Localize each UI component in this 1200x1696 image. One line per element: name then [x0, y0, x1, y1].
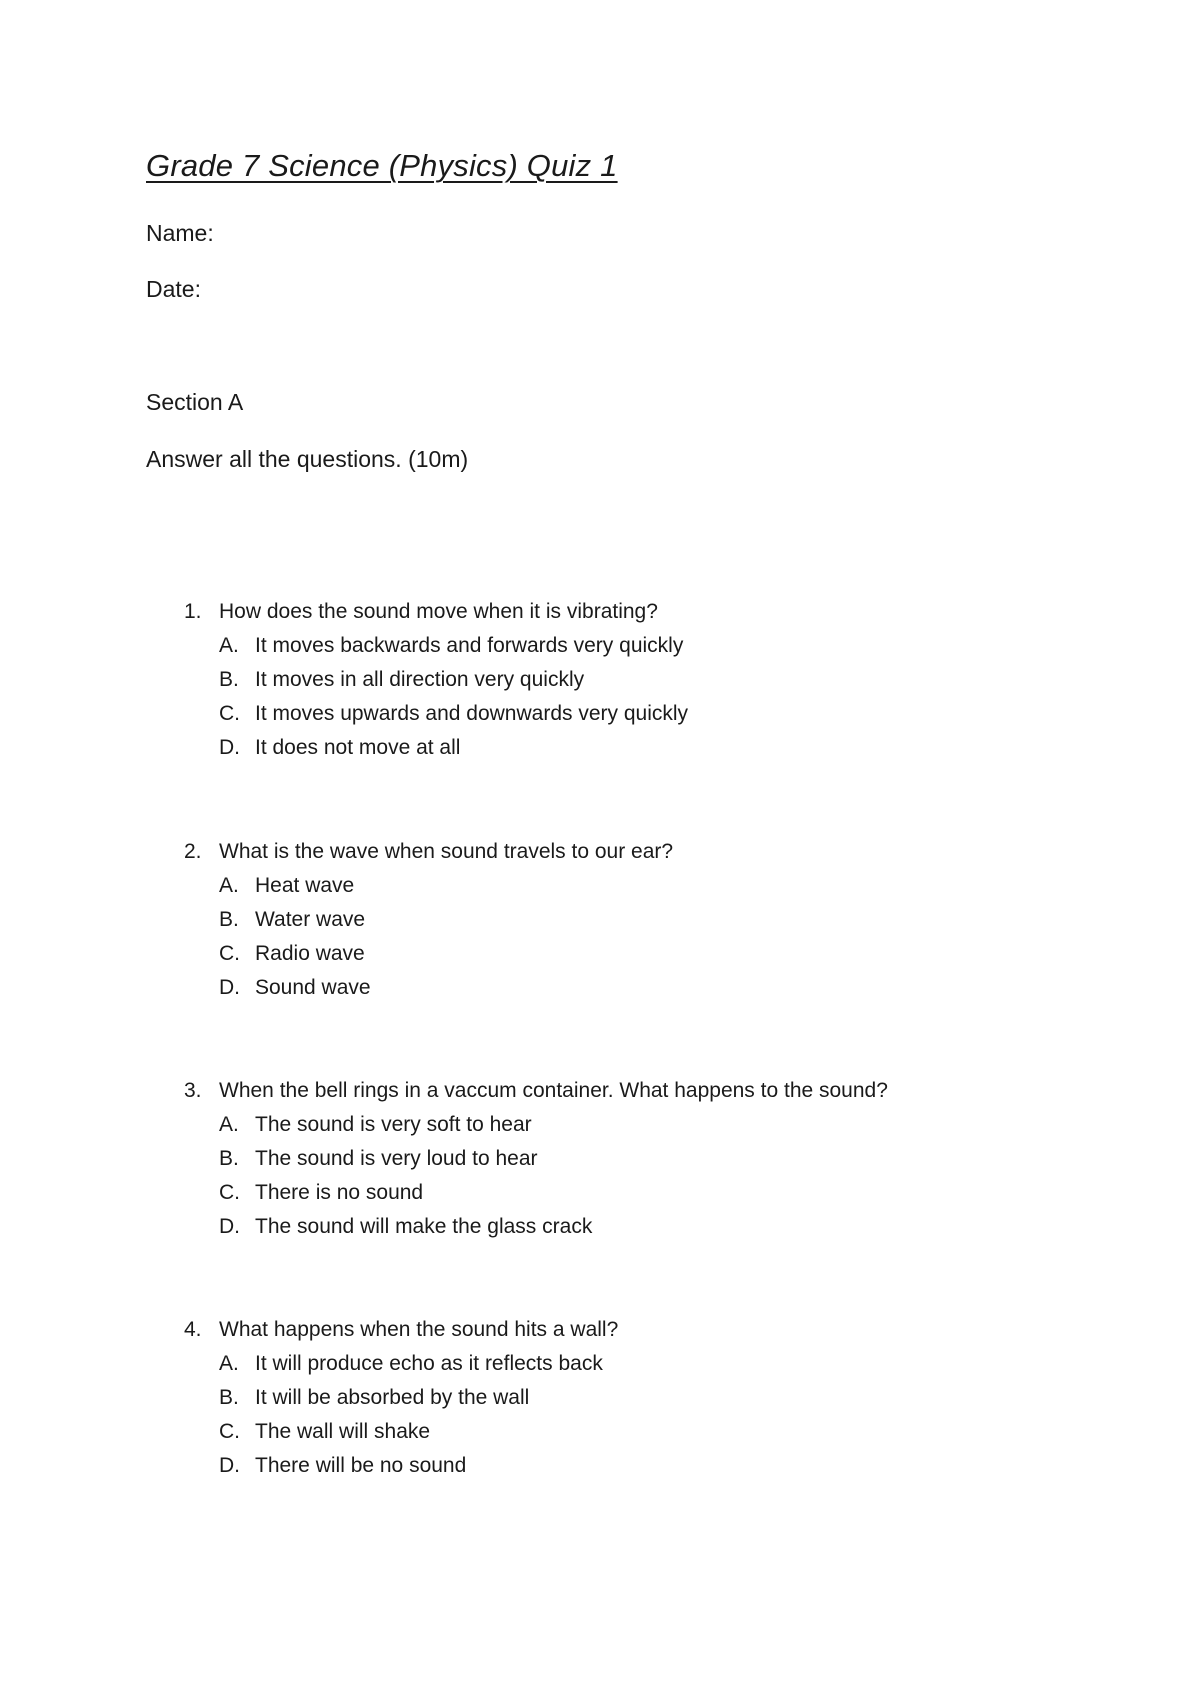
option-letter: A. — [219, 634, 239, 657]
option-text: Sound wave — [255, 976, 371, 999]
question-text: How does the sound move when it is vibrating? — [219, 600, 658, 623]
question-number: 3. — [184, 1079, 202, 1102]
section-heading: Section A — [146, 389, 244, 415]
question-number: 4. — [184, 1318, 202, 1341]
option-text: It moves upwards and downwards very quickly — [255, 702, 689, 725]
option-text: The sound is very soft to hear — [255, 1113, 532, 1136]
answer-option-c — [0, 701, 1200, 735]
name-field-label: Name: — [146, 220, 214, 246]
answer-option-b — [0, 907, 1200, 941]
question-1 — [0, 599, 1200, 769]
option-letter: B. — [219, 908, 239, 931]
answer-option-d — [0, 1214, 1200, 1248]
option-letter: C. — [219, 1420, 240, 1443]
question-text: What is the wave when sound travels to our ear? — [219, 840, 674, 863]
option-text: It moves in all direction very quickly — [255, 668, 585, 691]
option-text: The sound is very loud to hear — [255, 1147, 538, 1170]
question-3 — [0, 1078, 1200, 1248]
answer-option-a — [0, 633, 1200, 667]
answer-option-d — [0, 1453, 1200, 1487]
option-letter: C. — [219, 1181, 240, 1204]
section-instructions: Answer all the questions. (10m) — [146, 446, 469, 472]
option-letter: A. — [219, 1352, 239, 1375]
answer-option-c — [0, 1419, 1200, 1453]
option-letter: D. — [219, 736, 240, 759]
option-letter: B. — [219, 668, 239, 691]
option-text: It moves backwards and forwards very quickly — [255, 634, 684, 657]
option-letter: B. — [219, 1147, 239, 1170]
option-text: It will produce echo as it reflects back — [255, 1352, 603, 1375]
answer-option-b — [0, 1385, 1200, 1419]
answer-option-a — [0, 1112, 1200, 1146]
question-text: What happens when the sound hits a wall? — [219, 1318, 619, 1341]
option-letter: C. — [219, 702, 240, 725]
answer-option-c — [0, 1180, 1200, 1214]
question-2 — [0, 839, 1200, 1009]
quiz-title: Grade 7 Science (Physics) Quiz 1 — [146, 148, 618, 183]
option-letter: C. — [219, 942, 240, 965]
question-stem — [0, 599, 1200, 633]
answer-option-a — [0, 873, 1200, 907]
option-text: It will be absorbed by the wall — [255, 1386, 530, 1409]
question-number: 1. — [184, 600, 202, 623]
question-number: 2. — [184, 840, 202, 863]
option-text: Heat wave — [255, 874, 355, 897]
option-text: The sound will make the glass crack — [255, 1215, 593, 1238]
answer-option-c — [0, 941, 1200, 975]
option-text: The wall will shake — [255, 1420, 431, 1443]
option-text: Radio wave — [255, 942, 365, 965]
answer-option-a — [0, 1351, 1200, 1385]
answer-option-b — [0, 667, 1200, 701]
question-4 — [0, 1317, 1200, 1487]
option-letter: D. — [219, 1215, 240, 1238]
answer-option-d — [0, 735, 1200, 769]
option-letter: D. — [219, 1454, 240, 1477]
answer-option-d — [0, 975, 1200, 1009]
option-letter: B. — [219, 1386, 239, 1409]
answer-option-b — [0, 1146, 1200, 1180]
question-stem — [0, 1317, 1200, 1351]
date-field-label: Date: — [146, 276, 201, 302]
question-stem — [0, 1078, 1200, 1112]
option-text: There is no sound — [255, 1181, 424, 1204]
question-text: When the bell rings in a vaccum container. What happens to the sound? — [219, 1079, 888, 1102]
option-letter: A. — [219, 1113, 239, 1136]
question-stem — [0, 839, 1200, 873]
option-text: It does not move at all — [255, 736, 461, 759]
option-letter: A. — [219, 874, 239, 897]
option-letter: D. — [219, 976, 240, 999]
option-text: There will be no sound — [255, 1454, 467, 1477]
option-text: Water wave — [255, 908, 366, 931]
